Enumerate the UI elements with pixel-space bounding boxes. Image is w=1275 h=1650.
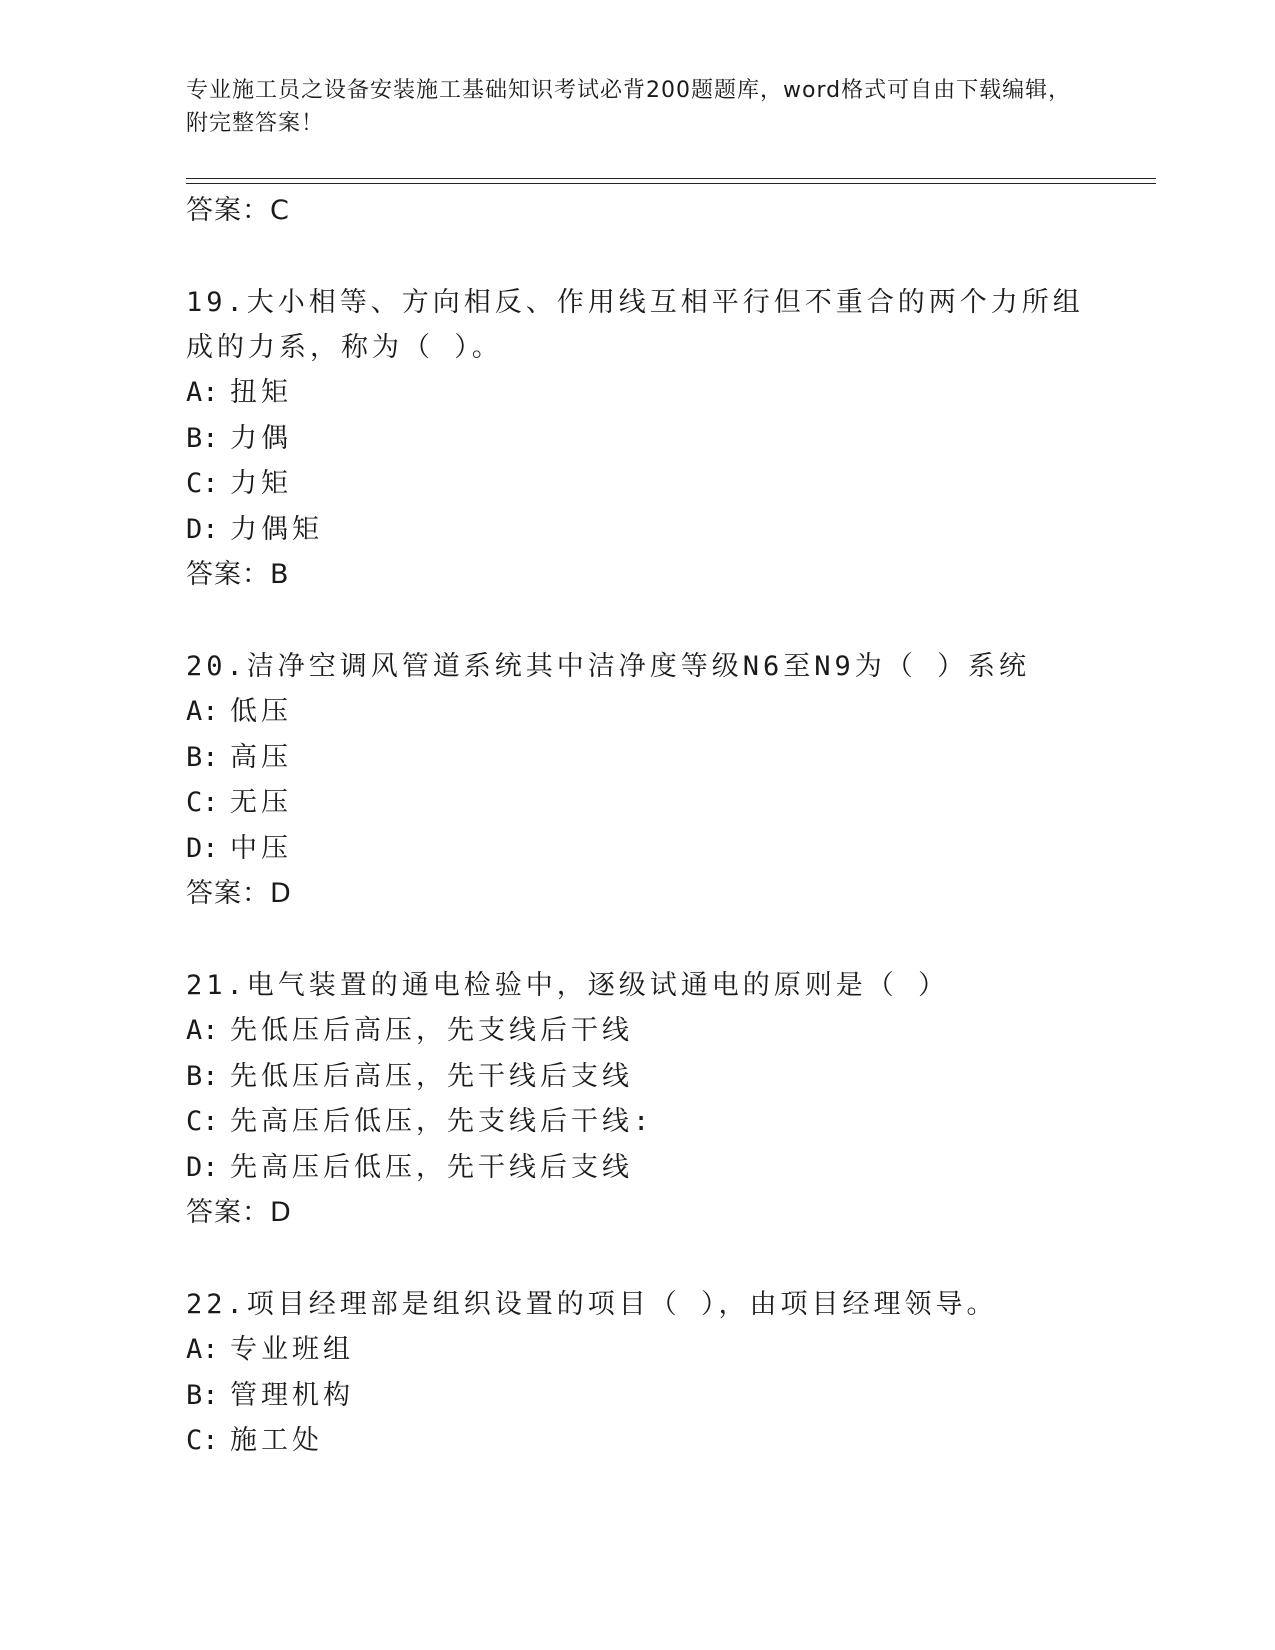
option-text: 力偶矩 — [230, 513, 323, 545]
option-letter: A: — [186, 377, 219, 408]
previous-answer: 答案：C — [186, 195, 290, 226]
option-c — [186, 780, 1086, 826]
option-letter: C: — [186, 1425, 219, 1456]
option-a — [186, 1008, 1086, 1054]
question-19 — [186, 280, 1086, 598]
option-d — [186, 507, 1086, 553]
option-d — [186, 1145, 1086, 1191]
option-letter: B: — [186, 1379, 219, 1411]
option-text: 先高压后低压，先支线后干线: — [230, 1106, 654, 1137]
option-text: 低压 — [230, 696, 292, 727]
option-letter: C: — [186, 787, 219, 818]
header-rule-top — [186, 178, 1156, 179]
spacer — [186, 917, 1086, 963]
question-content — [186, 188, 1086, 1464]
option-letter: B: — [186, 741, 219, 773]
option-text: 力矩 — [230, 468, 292, 499]
option-b — [186, 1054, 1086, 1100]
option-text: 管理机构 — [230, 1379, 354, 1411]
option-letter: C: — [186, 1106, 219, 1137]
question-text: 20.洁净空调风管道系统其中洁净度等级N6至N9为（ ）系统 — [186, 651, 1031, 682]
option-a — [186, 1327, 1086, 1373]
option-letter: D: — [186, 513, 219, 545]
question-text: 22.项目经理部是组织设置的项目（ ），由项目经理领导。 — [186, 1289, 998, 1320]
spacer — [186, 598, 1086, 644]
option-text: 先低压后高压，先干线后支线 — [230, 1060, 633, 1092]
header-rule-bottom — [186, 183, 1156, 184]
option-text: 专业班组 — [230, 1334, 354, 1365]
option-text: 中压 — [230, 832, 292, 864]
option-letter: D: — [186, 832, 219, 864]
answer: 答案：D — [186, 1197, 292, 1228]
option-b — [186, 1373, 1086, 1419]
spacer — [186, 234, 1086, 280]
document-header: 专业施工员之设备安装施工基础知识考试必背200题题库，word格式可自由下载编辑，附完整答案！ — [186, 78, 1072, 136]
option-text: 扭矩 — [230, 377, 292, 408]
question-text: 19.大小相等、方向相反、作用线互相平行但不重合的两个力所组成的力系，称为（ ）。 — [186, 287, 1084, 363]
option-letter: A: — [186, 1015, 219, 1046]
answer: 答案：B — [186, 559, 290, 590]
question-20 — [186, 644, 1086, 917]
option-text: 无压 — [230, 787, 292, 818]
option-letter: B: — [186, 1060, 219, 1092]
option-d — [186, 826, 1086, 872]
spacer — [186, 1236, 1086, 1282]
option-text: 高压 — [230, 741, 292, 773]
answer: 答案：D — [186, 878, 292, 909]
option-b — [186, 735, 1086, 781]
question-21 — [186, 963, 1086, 1236]
option-a — [186, 689, 1086, 735]
option-a — [186, 370, 1086, 416]
question-text: 21.电气装置的通电检验中，逐级试通电的原则是（ ） — [186, 970, 950, 1001]
option-letter: B: — [186, 422, 219, 454]
option-letter: A: — [186, 1334, 219, 1365]
question-22 — [186, 1282, 1086, 1464]
option-c — [186, 1099, 1086, 1145]
option-letter: D: — [186, 1151, 219, 1183]
option-letter: A: — [186, 696, 219, 727]
option-text: 先低压后高压，先支线后干线 — [230, 1015, 633, 1046]
option-c — [186, 461, 1086, 507]
option-letter: C: — [186, 468, 219, 499]
option-text: 先高压后低压，先干线后支线 — [230, 1151, 633, 1183]
option-text: 力偶 — [230, 422, 292, 454]
option-c — [186, 1418, 1086, 1464]
option-text: 施工处 — [230, 1425, 323, 1456]
option-b — [186, 416, 1086, 462]
